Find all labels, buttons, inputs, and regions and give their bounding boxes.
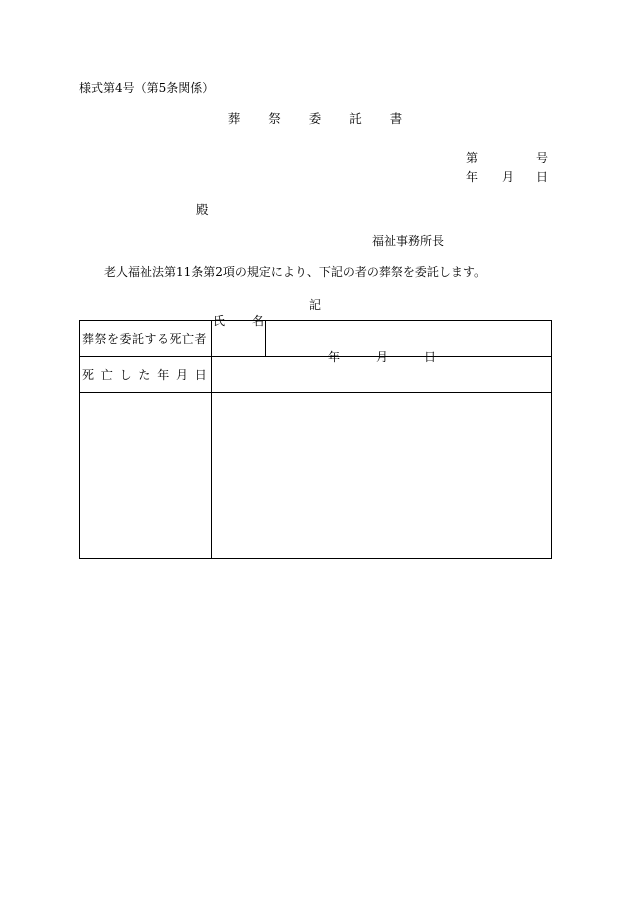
title-char: 祭 [268, 111, 281, 126]
number-prefix: 第 [466, 151, 479, 165]
label-char: し [119, 367, 132, 382]
date-month: 月 [502, 170, 515, 184]
records-table [79, 314, 552, 559]
name-label-a: 氏 [213, 314, 226, 328]
blank-value-cell[interactable] [212, 393, 552, 559]
title-char: 委 [308, 111, 322, 126]
title-char: 葬 [227, 111, 241, 126]
form-number-label: 様式第4号（第5条関係） [79, 81, 215, 95]
death-date-year: 年 [328, 350, 341, 364]
name-label [212, 314, 266, 357]
date-day: 日 [535, 170, 548, 184]
table-row [80, 393, 552, 559]
deceased-label: 葬祭を委託する死亡者 [80, 321, 212, 357]
label-char: た [138, 367, 151, 382]
death-date-day: 日 [424, 350, 437, 364]
name-value[interactable] [266, 321, 552, 357]
body-text: 老人福祉法第11条第2項の規定により、下記の者の葬祭を委託します。 [104, 265, 486, 279]
blank-label-cell [80, 393, 212, 559]
label-char: 月 [175, 367, 188, 382]
label-char: 亡 [100, 367, 113, 382]
label-char: 日 [194, 367, 207, 382]
label-char: 死 [82, 367, 95, 382]
sender: 福祉事務所長 [372, 234, 445, 248]
table-row [80, 357, 552, 393]
title-char: 書 [389, 111, 403, 126]
date-year: 年 [466, 170, 479, 184]
document-title [0, 113, 630, 126]
death-date-value[interactable] [212, 350, 552, 393]
addressee: 殿 [196, 202, 209, 217]
label-char: 年 [157, 367, 170, 382]
death-date-label [80, 357, 212, 393]
title-char: 託 [349, 111, 362, 126]
ki-heading: 記 [308, 298, 321, 312]
name-label-b: 名 [251, 314, 264, 328]
number-suffix: 号 [535, 151, 548, 165]
death-date-month: 月 [376, 350, 389, 364]
table-row [80, 321, 552, 357]
